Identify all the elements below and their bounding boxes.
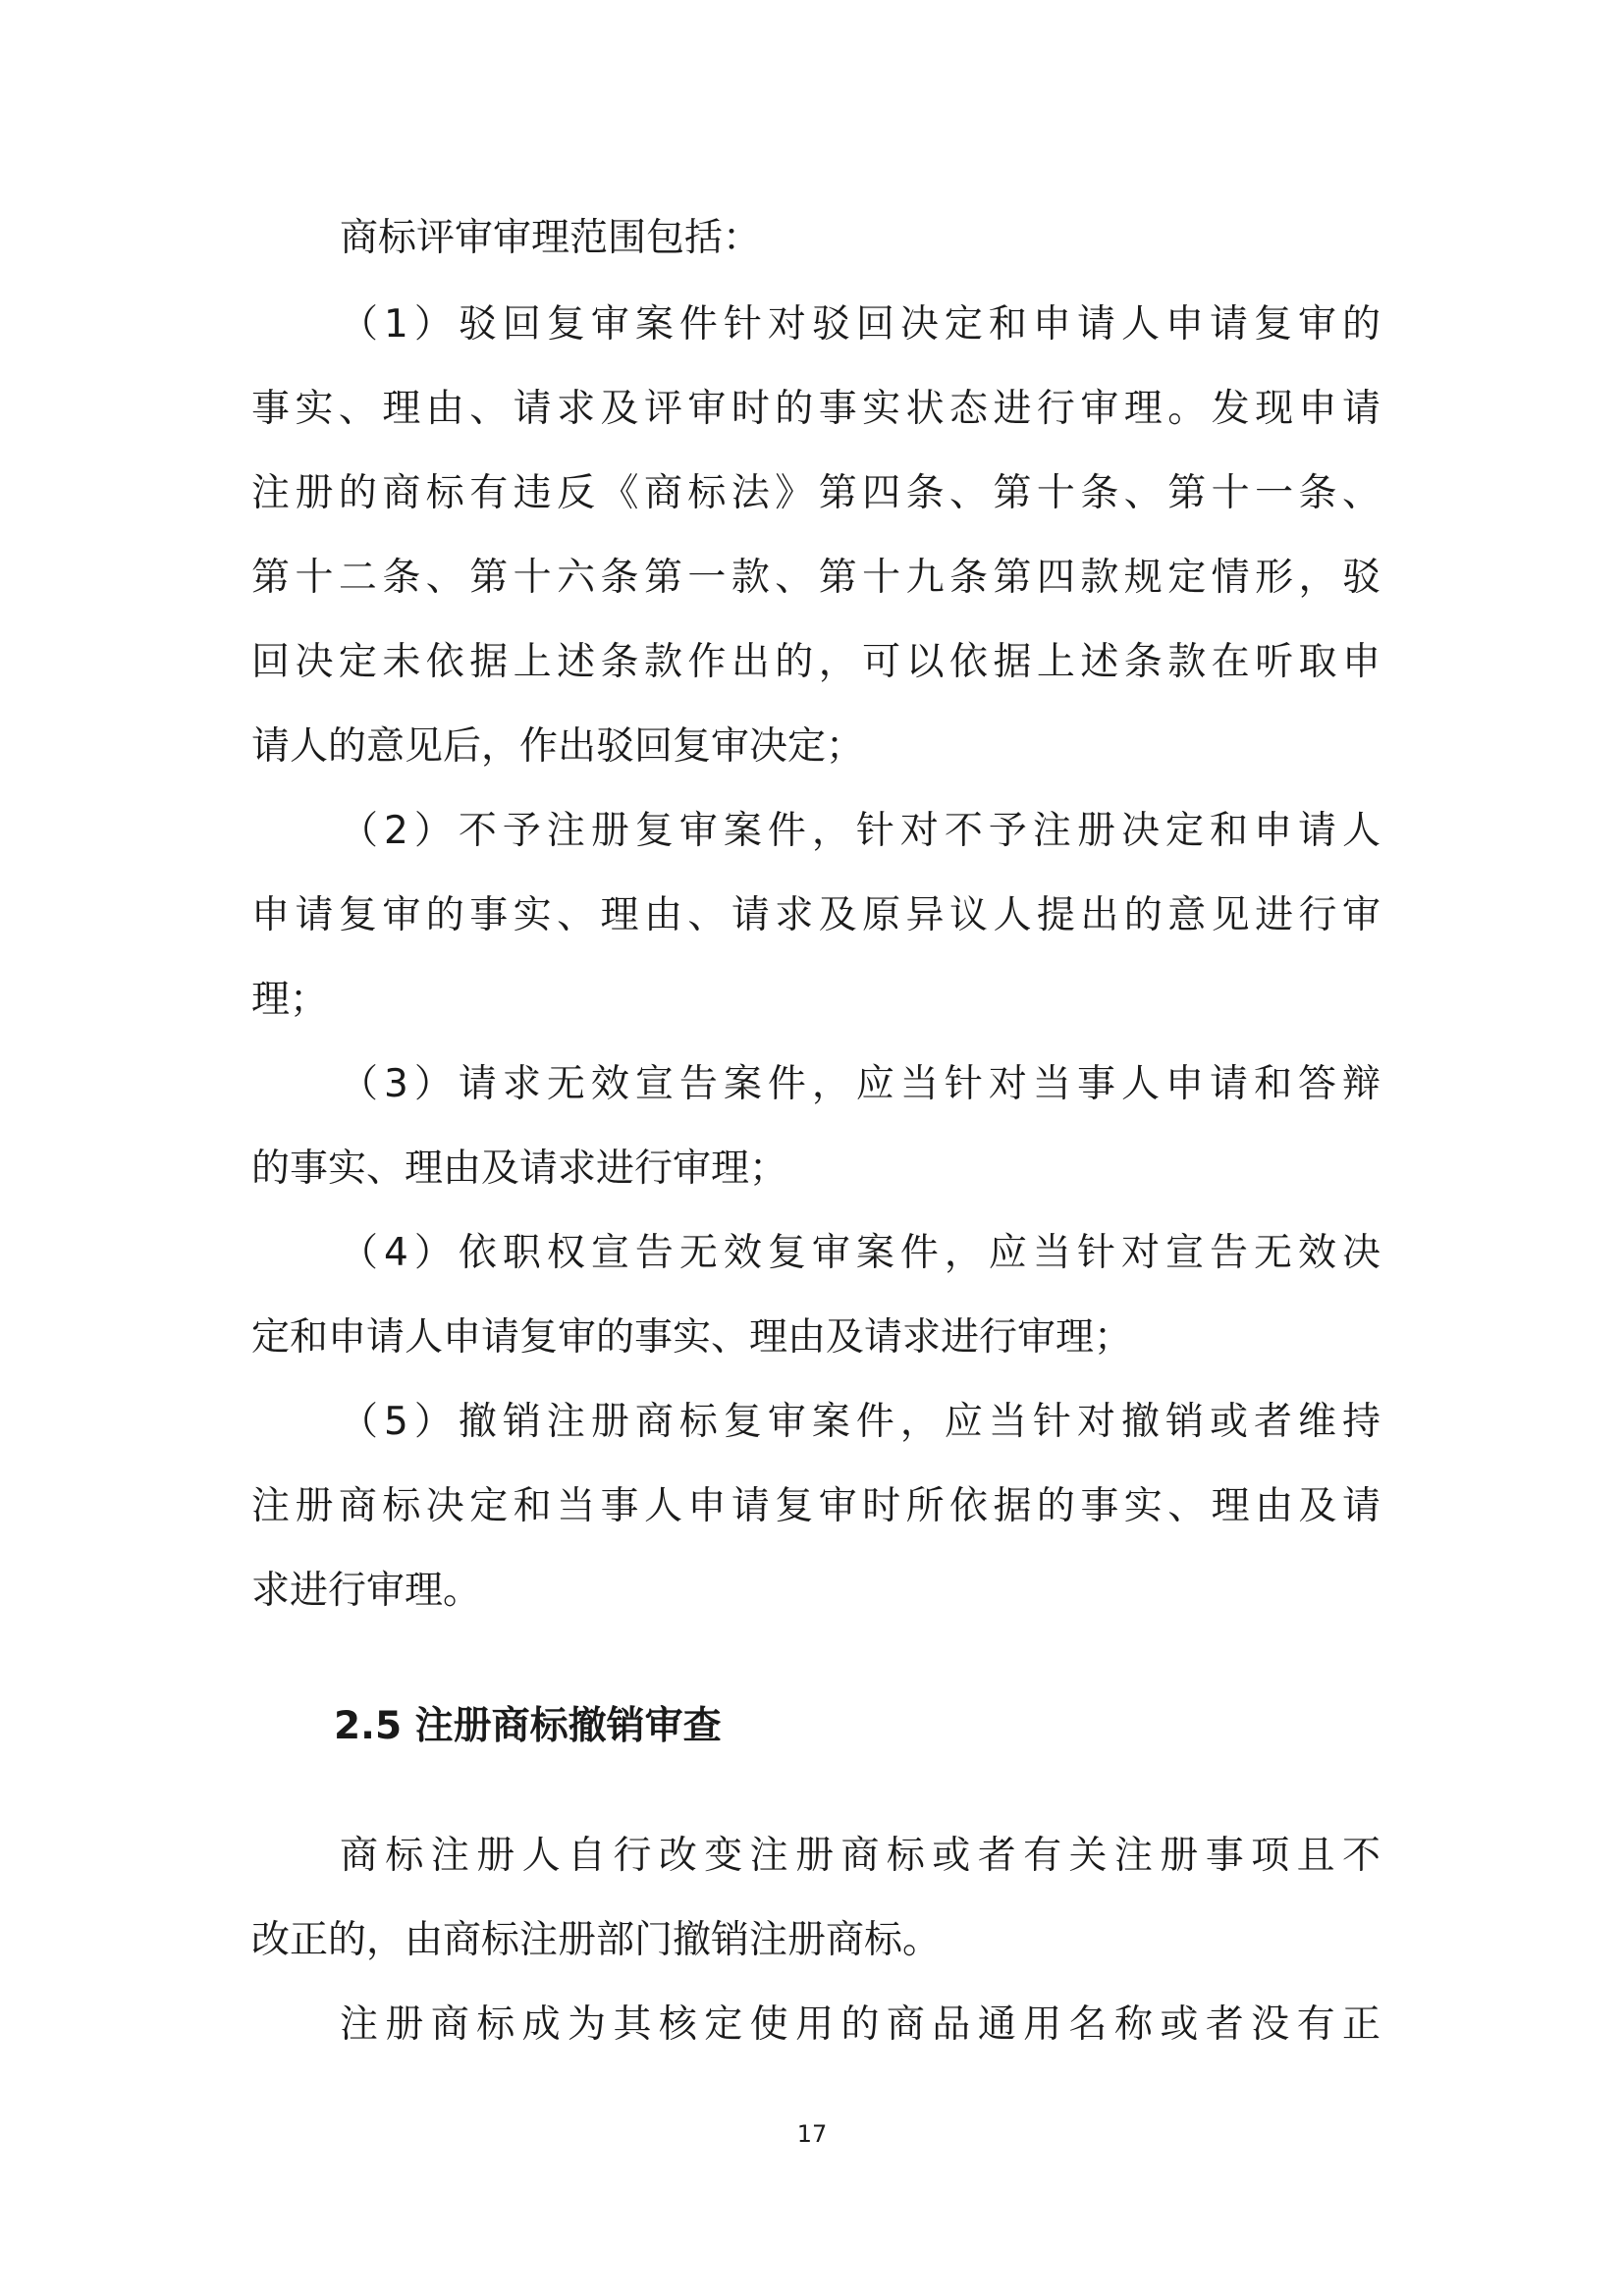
paragraph-generic-name-line-1: 注册商标成为其核定使用的商品通用名称或者没有正 bbox=[340, 2002, 1380, 2047]
paragraph-item-4-line-2: 定和申请人申请复审的事实、理由及请求进行审理； bbox=[251, 1315, 1133, 1360]
paragraph-item-5-line-3: 求进行审理。 bbox=[251, 1569, 482, 1613]
paragraph-item-3-line-1: （3）请求无效宣告案件，应当针对当事人申请和答辩 bbox=[340, 1062, 1380, 1106]
paragraph-item-1-line-4: 第十二条、第十六条第一款、第十九条第四款规定情形，驳 bbox=[251, 556, 1380, 600]
paragraph-item-2-line-3: 理； bbox=[251, 978, 329, 1022]
paragraph-item-1-line-2: 事实、理由、请求及评审时的事实状态进行审理。发现申请 bbox=[251, 387, 1380, 431]
section-heading: 2.5 注册商标撤销审查 bbox=[334, 1704, 722, 1748]
paragraph-item-5-line-2: 注册商标决定和当事人申请复审时所依据的事实、理由及请 bbox=[251, 1484, 1380, 1528]
paragraph-revocation-line-2: 改正的，由商标注册部门撤销注册商标。 bbox=[251, 1918, 942, 1962]
paragraph-item-4-line-1: （4）依职权宣告无效复审案件，应当针对宣告无效决 bbox=[340, 1231, 1380, 1275]
paragraph-item-1-line-6: 请人的意见后，作出驳回复审决定； bbox=[251, 724, 865, 769]
paragraph-item-2-line-1: （2）不予注册复审案件，针对不予注册决定和申请人 bbox=[340, 809, 1380, 853]
paragraph-item-5-line-1: （5）撤销注册商标复审案件，应当针对撤销或者维持 bbox=[340, 1400, 1380, 1444]
paragraph-item-1-line-3: 注册的商标有违反《商标法》第四条、第十条、第十一条、 bbox=[251, 471, 1380, 515]
paragraph-intro-line: 商标评审审理范围包括： bbox=[340, 216, 762, 260]
paragraph-item-2-line-2: 申请复审的事实、理由、请求及原异议人提出的意见进行审 bbox=[251, 893, 1380, 937]
paragraph-item-3-line-2: 的事实、理由及请求进行审理； bbox=[251, 1147, 788, 1191]
paragraph-item-1-line-5: 回决定未依据上述条款作出的，可以依据上述条款在听取申 bbox=[251, 640, 1380, 684]
page-number: 17 bbox=[796, 2120, 828, 2148]
paragraph-item-1-line-1: （1）驳回复审案件针对驳回决定和申请人申请复审的 bbox=[340, 302, 1380, 347]
paragraph-revocation-line-1: 商标注册人自行改变注册商标或者有关注册事项且不 bbox=[340, 1834, 1380, 1878]
